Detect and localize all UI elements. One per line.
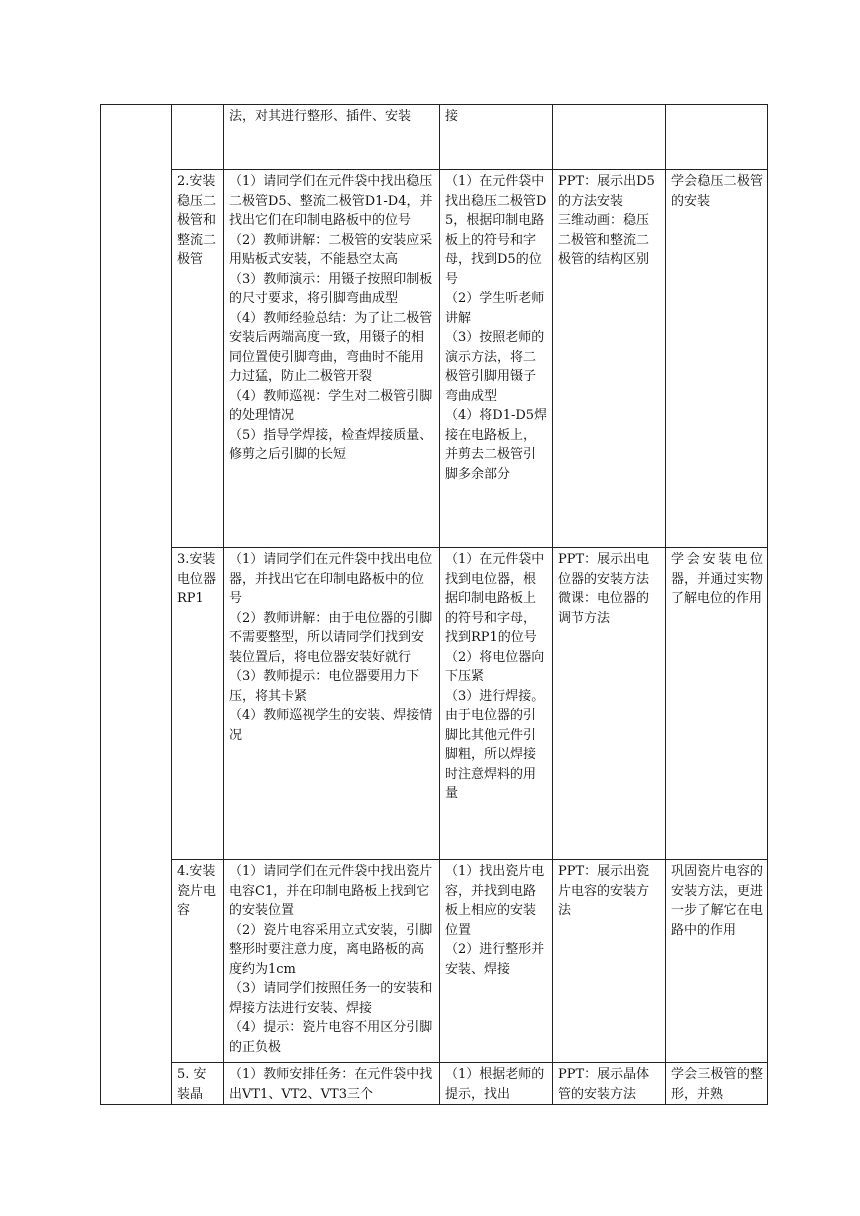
step-title: 3.安装电位器RP1 — [177, 552, 217, 606]
student-activity-cell — [440, 548, 553, 860]
student-activity-cell — [440, 105, 553, 170]
teacher-text: （2）瓷片电容采用立式安装，引脚整形时要注意力度，离电路板的高度约为1cm — [229, 922, 433, 977]
teacher-activity-cell — [224, 548, 440, 860]
student-text: （2）将电位器向下压紧 — [445, 649, 545, 684]
teacher-text: （4）教师巡视学生的安装、焊接情况 — [229, 708, 433, 743]
goal-text: 学会三极管的整形，并熟 — [671, 1067, 763, 1102]
student-text: （2）进行整形并安装、焊接 — [445, 942, 545, 977]
step-cell — [172, 548, 224, 860]
media-text: PPT：展示出瓷片电容的安装方法 — [558, 864, 650, 918]
teacher-text: （4）教师巡视：学生对二极管引脚的处理情况 — [229, 388, 433, 423]
student-text: （3）按照老师的演示方法，将二极管引脚用镊子弯曲成型 — [445, 330, 545, 404]
step-cell — [172, 105, 224, 170]
goal-cell — [666, 548, 768, 860]
step-title: 4.安装瓷片电容 — [177, 864, 217, 918]
teacher-text: （1）教师安排任务：在元件袋中找出VT1、VT2、VT3三个 — [229, 1067, 433, 1102]
teacher-text: （1）请同学们在元件袋中找出稳压二极管D5、整流二极管D1-D4，并找出它们在印制电路板中的位号 — [229, 174, 433, 228]
media-cell — [553, 548, 666, 860]
teacher-text: （1）请同学们在元件袋中找出瓷片电容C1，并在印制电路板上找到它的安装位置 — [229, 864, 433, 918]
lesson-plan-table — [100, 104, 768, 1105]
media-text: 微课：电位器的调节方法 — [558, 591, 650, 626]
goal-text: 学会稳压二极管的安装 — [671, 174, 763, 209]
media-text: PPT：展示晶体管的安装方法 — [558, 1067, 650, 1102]
teacher-text: （4）提示：瓷片电容不用区分引脚的正负极 — [229, 1020, 433, 1055]
goal-cell — [666, 1063, 768, 1105]
teacher-text: （1）请同学们在元件袋中找出电位器，并找出它在印制电路板中的位号 — [229, 552, 433, 606]
student-text: （1）根据老师的提示，找出 — [445, 1067, 545, 1102]
media-text: 三维动画：稳压二极管和整流二极管的结构区别 — [558, 213, 650, 267]
step-cell — [172, 860, 224, 1063]
media-cell — [553, 105, 666, 170]
goal-text: 学会安装电位器，并通过实物了解电位的作用 — [671, 552, 763, 606]
table-row — [101, 170, 768, 548]
student-text: （1）在元件袋中找到电位器，根据印制电路板上的符号和字母，找到RP1的位号 — [445, 552, 545, 645]
media-text: PPT：展示出电位器的安装方法 — [558, 552, 650, 587]
media-cell — [553, 1063, 666, 1105]
step-cell — [172, 1063, 224, 1105]
student-text: （1）在元件袋中找出稳压二极管D5，根据印制电路板上的符号和字母，找到D5的位号 — [445, 174, 547, 287]
stage-column-cell — [101, 105, 172, 1105]
media-cell — [553, 860, 666, 1063]
student-text: （1）找出瓷片电容，并找到电路板上相应的安装位置 — [445, 864, 545, 938]
teacher-text: （2）教师讲解：由于电位器的引脚不需要整型，所以请同学们找到安装位置后，将电位器安装好就行 — [229, 610, 433, 665]
student-text: （3）进行焊接。由于电位器的引脚比其他元件引脚粗，所以焊接时注意焊料的用量 — [445, 688, 545, 801]
teacher-activity-cell — [224, 1063, 440, 1105]
student-activity-cell — [440, 1063, 553, 1105]
student-text: （4）将D1-D5焊接在电路板上，并剪去二极管引脚多余部分 — [445, 408, 548, 482]
teacher-text: （5）指导学焊接，检查焊接质量、修剪之后引脚的长短 — [229, 427, 433, 462]
goal-cell — [666, 105, 768, 170]
step-cell — [172, 170, 224, 548]
step-title: 2.安装稳压二极管和整流二极管 — [177, 174, 217, 267]
teacher-text: （4）教师经验总结：为了让二极管安装后两端高度一致，用镊子的相同位置使引脚弯曲，弯曲时不能用力过猛，防止二极管开裂 — [229, 310, 433, 384]
teacher-text: （3）教师演示：用镊子按照印制板的尺寸要求，将引脚弯曲成型 — [229, 271, 433, 306]
step-title: 5. 安装晶 — [177, 1067, 207, 1102]
goal-text: 巩固瓷片电容的安装方法，更进一步了解它在电路中的作用 — [671, 864, 763, 938]
table-row — [101, 1063, 768, 1105]
teacher-activity-cell — [224, 860, 440, 1063]
media-text: PPT：展示出D5的方法安装 — [558, 174, 655, 209]
media-cell — [553, 170, 666, 548]
goal-cell — [666, 170, 768, 548]
teacher-activity-cell — [224, 105, 440, 170]
table-row — [101, 860, 768, 1063]
teacher-text: （3）请同学们按照任务一的安装和焊接方法进行安装、焊接 — [229, 981, 433, 1016]
table-row — [101, 105, 768, 170]
teacher-text: （3）教师提示：电位器要用力下压，将其卡紧 — [229, 669, 420, 704]
teacher-text: 法，对其进行整形、插件、安装 — [229, 109, 412, 124]
student-activity-cell — [440, 170, 553, 548]
student-text: 接 — [445, 109, 459, 124]
table-row — [101, 548, 768, 860]
teacher-activity-cell — [224, 170, 440, 548]
student-text: （2）学生听老师讲解 — [445, 291, 545, 326]
teacher-text: （2）教师讲解：二极管的安装应采用贴板式安装，不能悬空太高 — [229, 232, 433, 267]
student-activity-cell — [440, 860, 553, 1063]
goal-cell — [666, 860, 768, 1063]
